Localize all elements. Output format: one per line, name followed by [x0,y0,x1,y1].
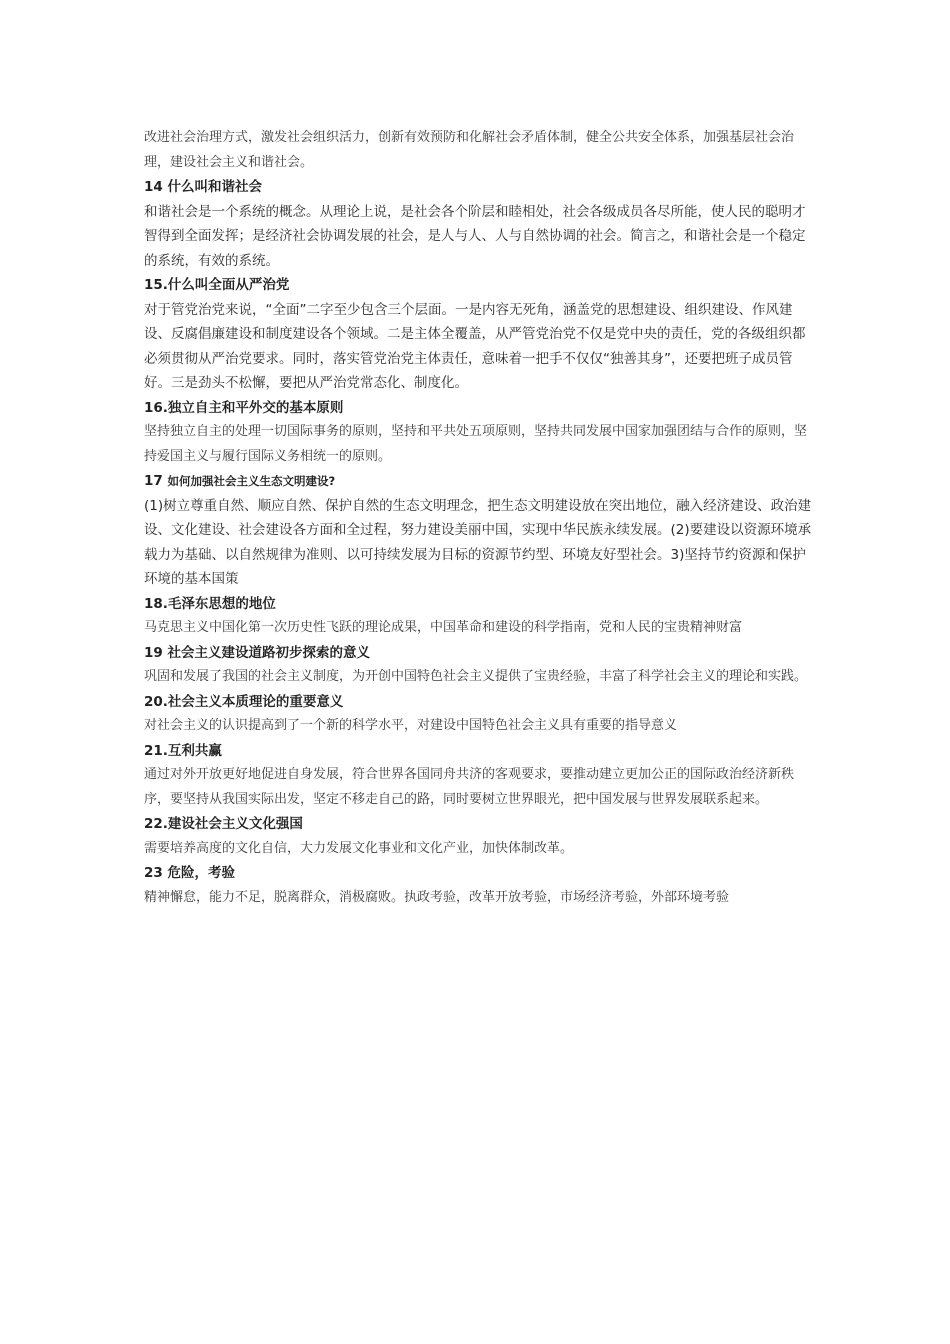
heading-17 [144,469,812,494]
heading-19: 19 社会主义建设道路初步探索的意义 [144,644,370,661]
heading-15: 15.什么叫全面从严治党 [144,277,290,293]
heading-17-number: 17 [144,473,168,489]
heading-17-title: 如何加强社会主义生态文明建设? [167,474,336,488]
paragraph-15: 对于管党治党来说，“全面”二字至少包含三个层面。一是内容无死角，涵盖党的思想建设、组织建设、作风建设、反腐倡廉建设和制度建设各个领域。二是主体全覆盖，从严管党治党不仅是党中央的责任，党的各级组织都必须贯彻从严治党要求。同时，落实管党治党主体责任，意味着一把手不仅仅“独善其身”，还要把班子成员管好。三是劲头不松懈，要把从严治党常态化、制度化。 [144,301,806,391]
paragraph-social-governance: 改进社会治理方式，激发社会组织活力，创新有效预防和化解社会矛盾体制，健全公共安全体系，加强基层社会治理，建设社会主义和谐社会。 [144,130,795,170]
paragraph-22: 需要培养高度的文化自信，大力发展文化事业和文化产业，加快体制改革。 [144,840,574,856]
paragraph-20: 对社会主义的认识提高到了一个新的科学水平，对建设中国特色社会主义具有重要的指导意义 [144,718,678,733]
heading-20: 20.社会主义本质理论的重要意义 [144,693,344,710]
heading-14: 14 什么叫和谐社会 [144,179,262,195]
paragraph-21: 通过对外开放更好地促进自身发展，符合世界各国同舟共济的客观要求，要推动建立更加公正的国际政治经济新秩序，要坚持从我国实际出发，坚定不移走自己的路，同时要树立世界眼光，把中国发展与世界发展联系起来。 [144,767,795,807]
heading-18: 18.毛泽东思想的地位 [144,595,276,612]
heading-16: 16.独立自主和平外交的基本原则 [144,399,344,416]
paragraph-19: 巩固和发展了我国的社会主义制度，为开创中国特色社会主义提供了宝贵经验，丰富了科学社会主义的理论和实践。 [144,669,808,684]
document-page [144,126,812,910]
paragraph-16: 坚持独立自主的处理一切国际事务的原则，坚持和平共处五项原则，坚持共同发展中国家加强团结与合作的原则，坚持爱国主义与履行国际义务相统一的原则。 [144,424,808,464]
paragraph-17: (1)树立尊重自然、顺应自然、保护自然的生态文明理念，把生态文明建设放在突出地位，融入经济建设、政治建设、文化建设、社会建设各方面和全过程，努力建设美丽中国，实现中华民族永续发展。(2)要建设以资源环境承载力为基础、以自然规律为准则、以可持续发展为目标的资源节约型、环境友好型社会。3)坚持节约资源和保护环境的基本国策 [144,497,812,587]
paragraph-18: 马克思主义中国化第一次历史性飞跃的理论成果，中国革命和建设的科学指南，党和人民的宝贵精神财富 [144,620,743,635]
paragraph-23: 精神懈怠，能力不足，脱离群众，消极腐败。执政考验，改革开放考验，市场经济考验，外部环境考验 [144,889,730,905]
heading-23: 23 危险，考验 [144,865,235,881]
paragraph-14: 和谐社会是一个系统的概念。从理论上说，是社会各个阶层和睦相处，社会各级成员各尽所能，使人民的聪明才智得到全面发挥；是经济社会协调发展的社会，是人与人、人与自然协调的社会。简言之，和谐社会是一个稳定的系统，有效的系统。 [144,203,806,269]
heading-22: 22.建设社会主义文化强国 [144,816,303,832]
heading-21: 21.互利共赢 [144,742,222,759]
